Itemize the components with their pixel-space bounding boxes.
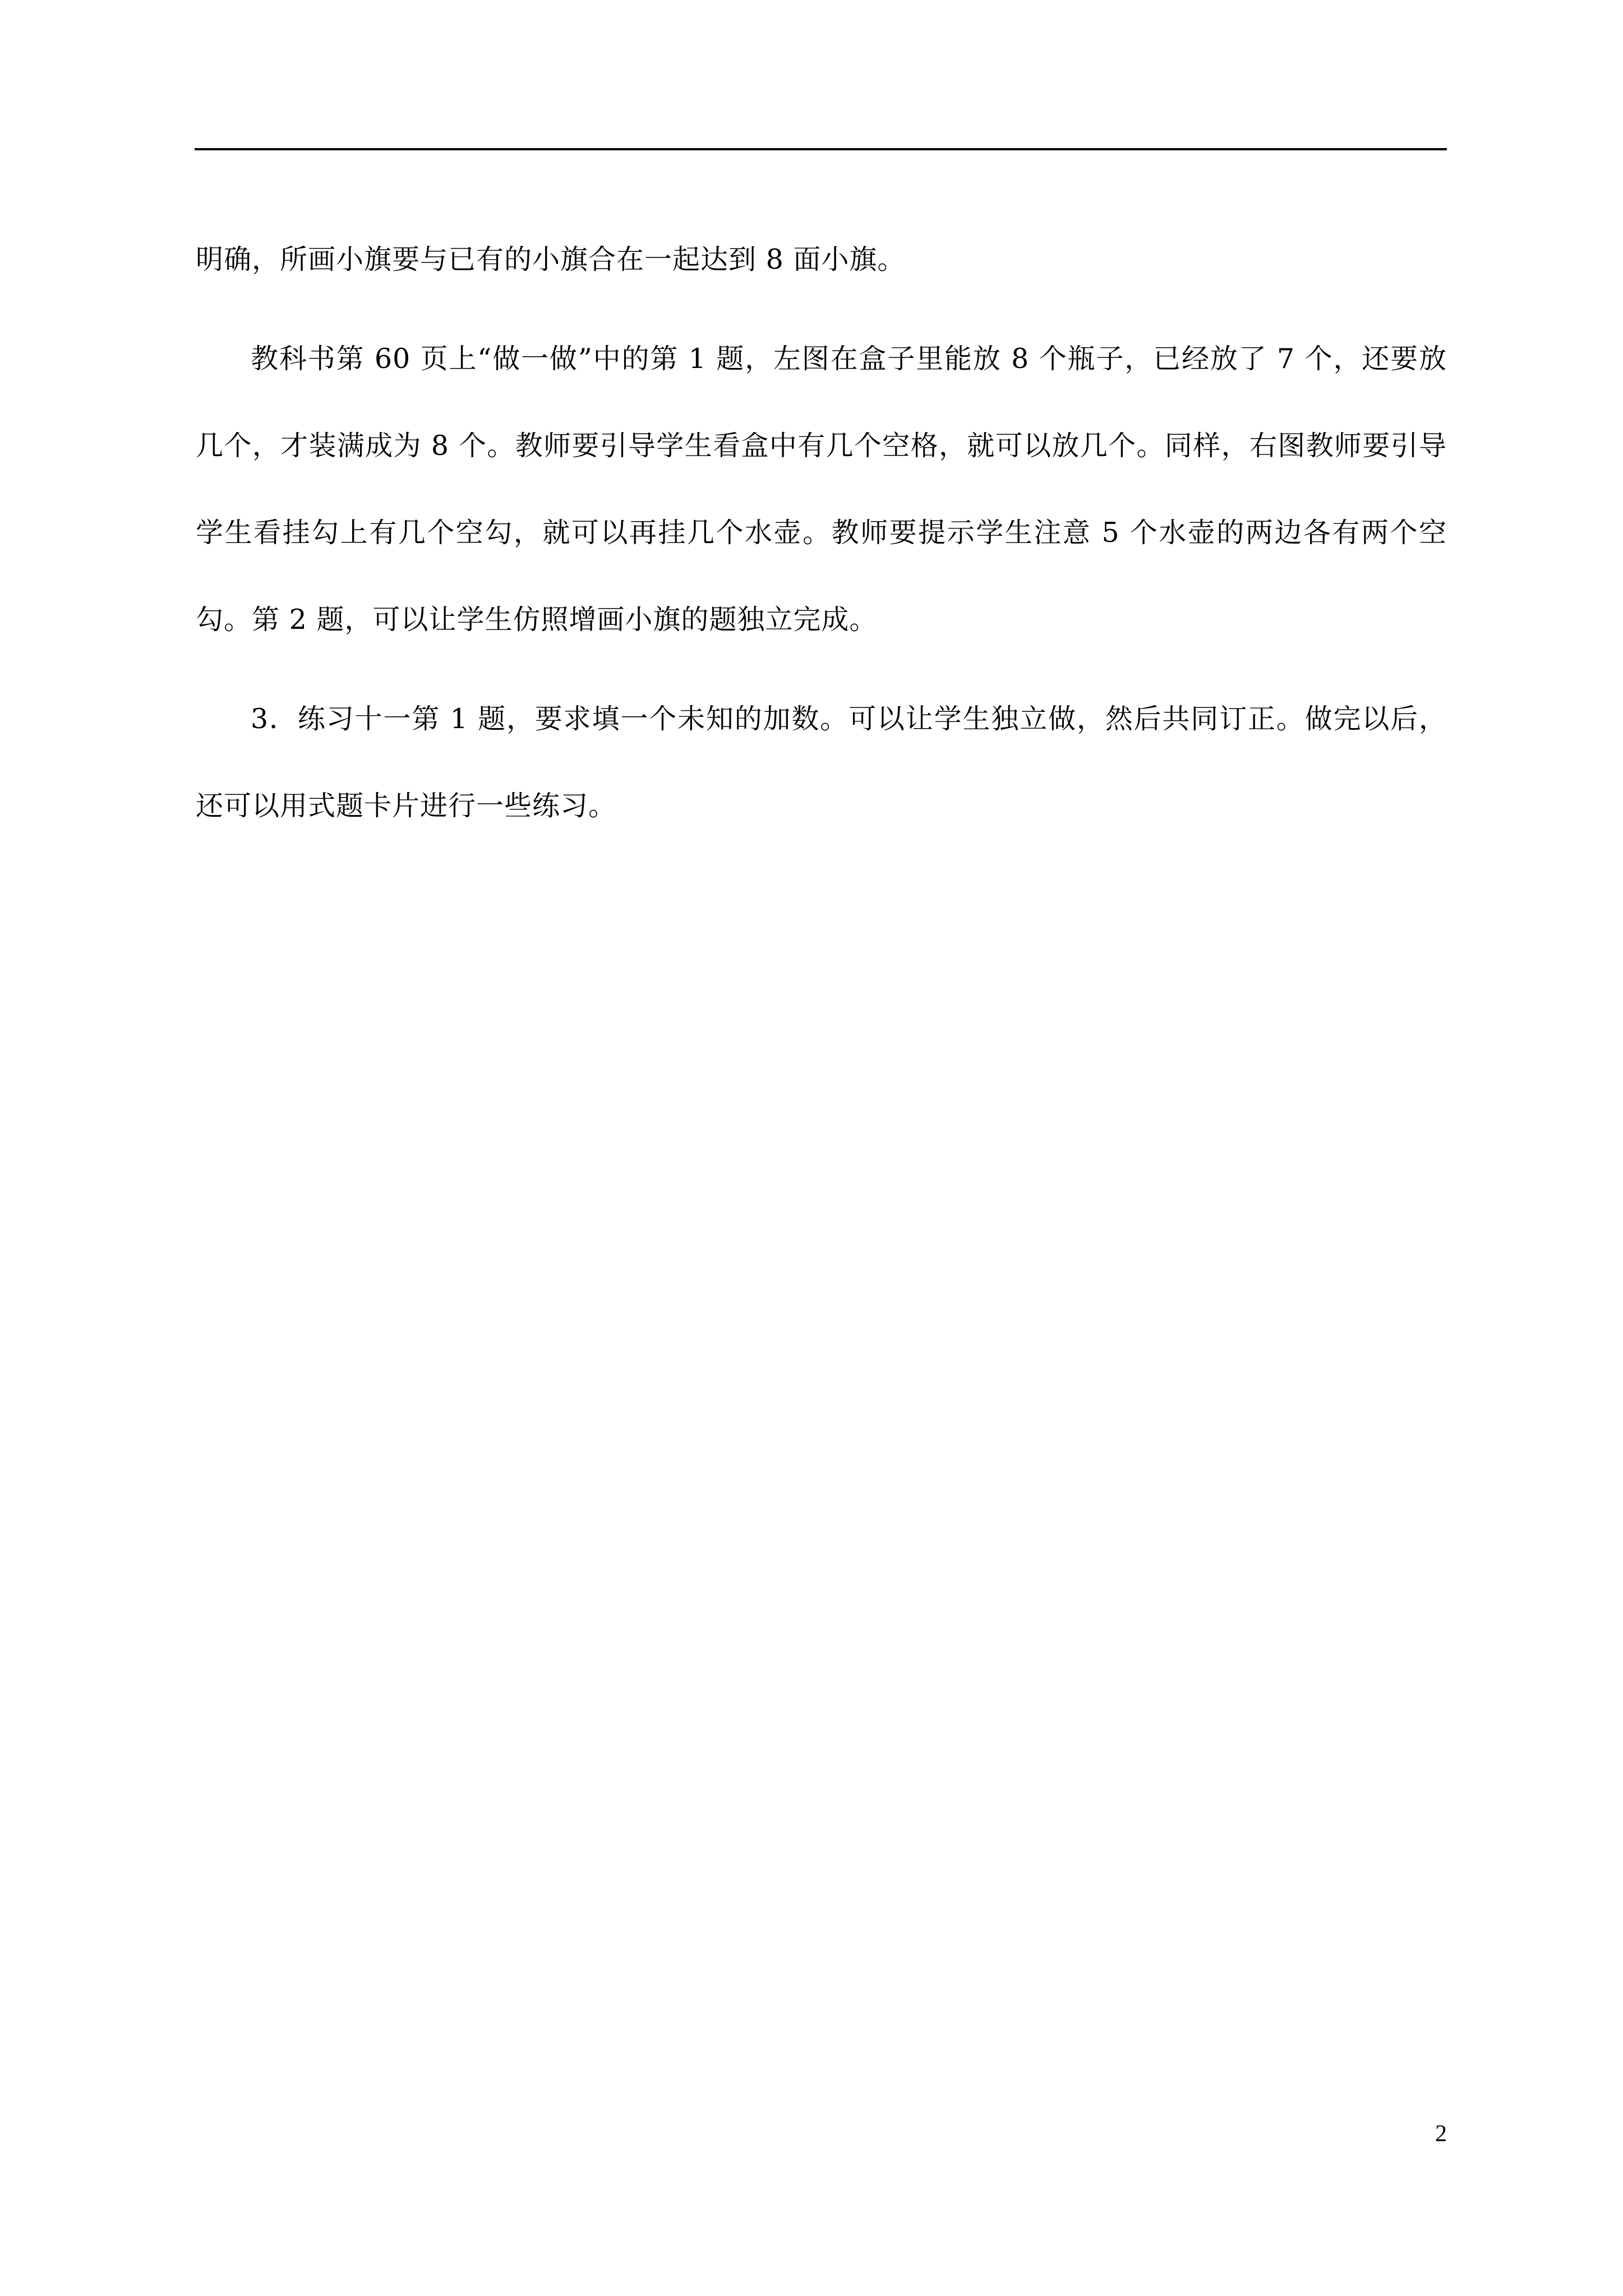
paragraph-continuation: 明确，所画小旗要与已有的小旗合在一起达到 8 面小旗。 xyxy=(196,243,906,275)
document-body xyxy=(196,216,1447,849)
paragraph-textbook-exercise: 教科书第 60 页上“做一做”中的第 1 题，左图在盒子里能放 8 个瓶子，已经放了 7 个，还要放几个，才装满成为 8 个。教师要引导学生看盒中有几个空格，就可以放几个。同样，右图教师要引导学生看挂勾上有几个空勾，就可以再挂几个水壶。教师要提示学生注意 5 个水壶的两边各有两个空勾。第 2 题，可以让学生仿照增画小旗的题独立完成。 xyxy=(196,343,1447,636)
paragraph-practice-eleven: 3．练习十一第 1 题，要求填一个未知的加数。可以让学生独立做，然后共同订正。做完以后，还可以用式题卡片进行一些练习。 xyxy=(196,703,1447,822)
page-number: 2 xyxy=(1435,2121,1447,2147)
header-rule xyxy=(195,148,1447,150)
